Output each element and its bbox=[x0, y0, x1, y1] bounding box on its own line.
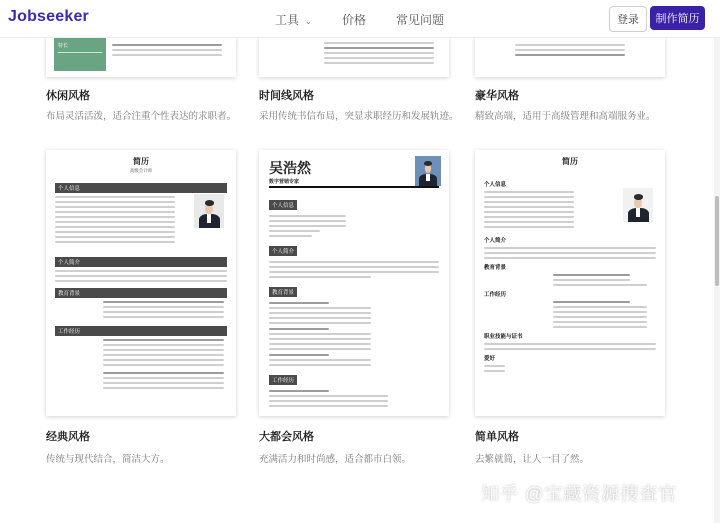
template-desc-timeline: 采用传统书信布局，突显求职经历和发展轨迹。 bbox=[259, 111, 459, 122]
simple-sec-info: 个人信息 bbox=[484, 182, 507, 188]
template-title-simple: 简单风格 bbox=[475, 431, 519, 443]
template-card-luxury[interactable] bbox=[475, 37, 665, 77]
chevron-down-icon: ⌄ bbox=[305, 17, 312, 26]
template-desc-luxury: 精致高端，适用于高级管理和高端服务业。 bbox=[475, 111, 656, 122]
template-title-casual: 休闲风格 bbox=[46, 90, 90, 102]
metro-preview-name: 吴浩然 bbox=[269, 160, 311, 176]
classic-sec-work: 工作经历 bbox=[55, 326, 227, 336]
nav-price-link[interactable]: 价格 bbox=[342, 13, 367, 27]
metro-preview-role: 数字营销专家 bbox=[269, 179, 300, 185]
nav-tools-menu[interactable] bbox=[275, 11, 312, 28]
page-scrollbar-thumb[interactable] bbox=[715, 196, 719, 286]
metro-sec-summary: 个人简介 bbox=[269, 246, 297, 256]
make-resume-button[interactable]: 制作简历 bbox=[650, 6, 705, 30]
simple-preview-title: 简历 bbox=[562, 157, 578, 166]
template-title-timeline: 时间线风格 bbox=[259, 90, 314, 102]
template-card-simple[interactable] bbox=[475, 150, 665, 416]
classic-sec-info: 个人信息 bbox=[55, 183, 227, 193]
template-desc-metro: 充满活力和时尚感，适合都市白领。 bbox=[259, 454, 412, 465]
template-desc-classic: 传统与现代结合，简洁大方。 bbox=[46, 454, 170, 465]
zhihu-watermark: 知乎 @宝藏资源搜查官 bbox=[481, 484, 678, 504]
template-title-luxury: 豪华风格 bbox=[475, 90, 519, 102]
classic-preview-subtitle: 高级会计师 bbox=[129, 168, 153, 173]
simple-sec-edu: 教育背景 bbox=[484, 265, 507, 271]
casual-sidebar-tag: 特长 bbox=[58, 43, 69, 49]
metro-sec-info: 个人信息 bbox=[269, 200, 297, 210]
simple-sec-summary: 个人简介 bbox=[484, 238, 507, 244]
metro-sec-work: 工作经历 bbox=[269, 375, 297, 385]
template-card-casual[interactable] bbox=[46, 37, 236, 77]
classic-avatar bbox=[194, 194, 224, 228]
login-button[interactable]: 登录 bbox=[609, 6, 647, 32]
template-title-classic: 经典风格 bbox=[46, 431, 90, 443]
jobseeker-logo[interactable]: Jobseeker bbox=[8, 8, 89, 25]
template-card-classic[interactable] bbox=[46, 150, 236, 416]
classic-preview-title: 简历 bbox=[133, 157, 149, 166]
simple-avatar bbox=[623, 188, 653, 222]
classic-sec-edu: 教育背景 bbox=[55, 288, 227, 298]
top-navbar bbox=[0, 0, 720, 38]
metro-avatar bbox=[415, 156, 441, 186]
simple-sec-skills: 职业技能与证书 bbox=[484, 334, 523, 340]
casual-sidebar bbox=[54, 37, 106, 71]
template-title-metro: 大都会风格 bbox=[259, 431, 314, 443]
nav-tools-label: 工具 bbox=[275, 13, 300, 27]
metro-sec-edu: 教育背景 bbox=[269, 287, 297, 297]
template-desc-casual: 布局灵活活泼，适合注重个性表达的求职者。 bbox=[46, 111, 237, 122]
nav-faq-link[interactable]: 常见问题 bbox=[396, 13, 445, 27]
simple-sec-hobby: 爱好 bbox=[484, 356, 496, 362]
template-card-metro[interactable] bbox=[259, 150, 449, 416]
simple-sec-work: 工作经历 bbox=[484, 292, 507, 298]
classic-sec-summary: 个人简介 bbox=[55, 257, 227, 267]
template-desc-simple: 去繁就简，让人一目了然。 bbox=[475, 454, 590, 465]
template-card-timeline[interactable] bbox=[259, 37, 449, 77]
